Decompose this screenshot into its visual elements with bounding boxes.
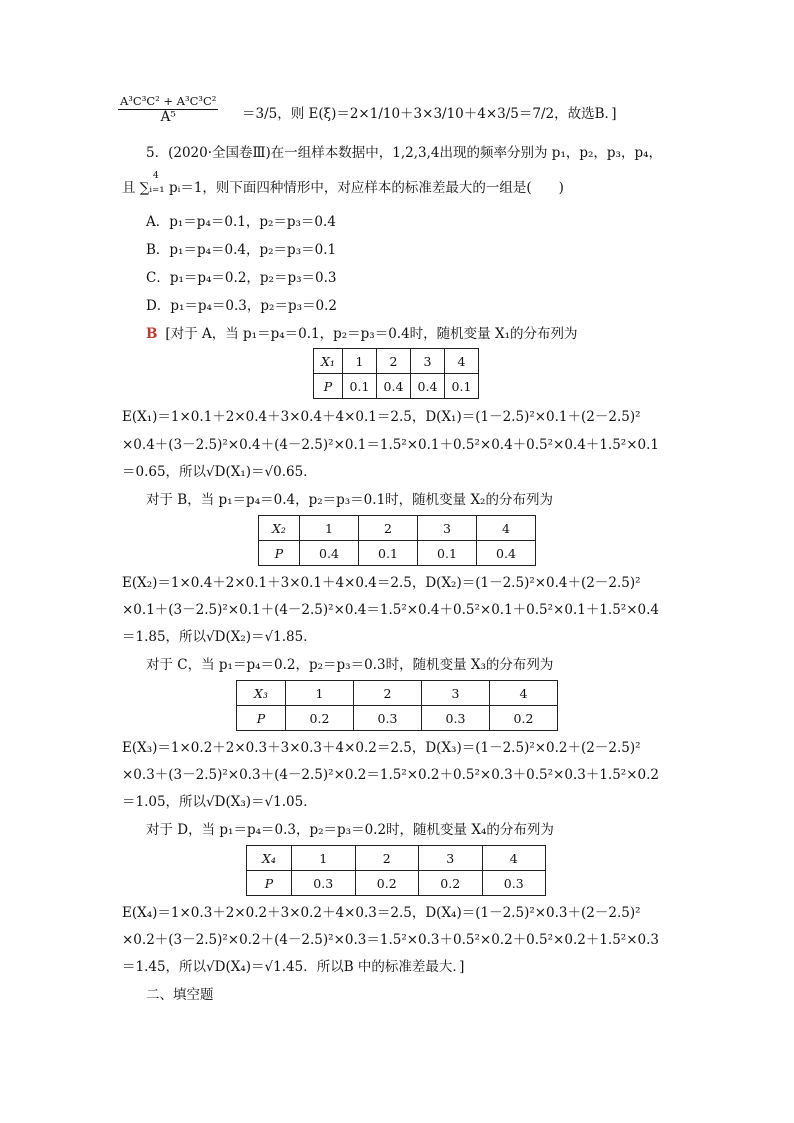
distribution-table-a: [313, 348, 479, 399]
table-cell: P: [314, 374, 343, 399]
calc-c-line1: E(X₃)＝1×0.2＋2×0.3＋3×0.3＋4×0.2＝2.5，D(X₃)＝(1－2.5)²×0.2＋(2－2.5)²: [122, 740, 641, 756]
table-cell: 2: [355, 846, 419, 871]
top-fraction: [118, 94, 218, 125]
table-cell: 0.4: [477, 541, 536, 566]
table-cell: 0.4: [300, 541, 359, 566]
table-cell: 0.3: [292, 871, 356, 896]
table-cell: 0.3: [422, 706, 490, 731]
table-cell: 0.1: [418, 541, 477, 566]
calc-a-line2: ×0.4＋(3－2.5)²×0.4＋(4－2.5)²×0.1＝1.5²×0.1＋0.5²×0.4＋0.5²×0.4＋1.5²×0.1: [122, 437, 660, 453]
q5-stem-line1: 5．(2020·全国卷Ⅲ)在一组样本数据中，1,2,3,4出现的频率分别为 p₁，p₂，p₃，p₄，: [146, 145, 663, 161]
option-b: B．p₁＝p₄＝0.4，p₂＝p₃＝0.1: [146, 242, 337, 258]
table-cell: 0.2: [355, 871, 419, 896]
table-cell: 2: [354, 681, 422, 706]
answer-intro-a-text: [对于 A，当 p₁＝p₄＝0.1，p₂＝p₃＝0.4时，随机变量 X₁的分布列为: [165, 326, 578, 342]
q5-stem-line2: [122, 171, 564, 198]
table-cell: 0.2: [286, 706, 354, 731]
table-cell: 0.1: [445, 374, 479, 399]
calc-d-line2: ×0.2＋(3－2.5)²×0.2＋(4－2.5)²×0.3＝1.5²×0.3＋0.5²×0.2＋0.5²×0.2＋1.5²×0.3: [122, 932, 660, 948]
distribution-table-d: [246, 845, 546, 896]
table-cell: 0.3: [354, 706, 422, 731]
top-fraction-numerator: A³C³C² + A³C³C²: [120, 94, 217, 108]
table-cell: 3: [419, 846, 483, 871]
table-cell: 3: [418, 516, 477, 541]
table-cell: 0.1: [359, 541, 418, 566]
table-cell: 0.4: [411, 374, 445, 399]
table-cell: 4: [445, 349, 479, 374]
table-cell: 0.3: [482, 871, 546, 896]
top-line-rest: ＝3/5，则 E(ξ)＝2×1/10＋3×3/10＋4×3/5＝7/2，故选B．]: [242, 106, 617, 122]
calc-c-line3: ＝1.05，所以√D(X₃)＝√1.05．: [122, 794, 317, 810]
calc-a-line1: E(X₁)＝1×0.1＋2×0.4＋3×0.4＋4×0.1＝2.5，D(X₁)＝(1－2.5)²×0.1＋(2－2.5)²: [122, 409, 641, 425]
table-row: [237, 681, 558, 706]
table-cell: 4: [477, 516, 536, 541]
table-cell: P: [237, 706, 286, 731]
sigma-upper-limit: 4: [153, 171, 159, 181]
calc-c-line2: ×0.3＋(3－2.5)²×0.3＋(4－2.5)²×0.2＝1.5²×0.2＋0.5²×0.3＋0.5²×0.3＋1.5²×0.2: [122, 767, 660, 783]
distribution-table-c: [236, 680, 558, 731]
table-cell: 1: [292, 846, 356, 871]
table-cell: 3: [422, 681, 490, 706]
table-cell: 0.4: [377, 374, 411, 399]
calc-b-line1: E(X₂)＝1×0.4＋2×0.1＋3×0.1＋4×0.4＝2.5，D(X₂)＝(1－2.5)²×0.4＋(2－2.5)²: [122, 575, 641, 591]
table-cell: 3: [411, 349, 445, 374]
table-row: [247, 846, 546, 871]
table-row: [237, 706, 558, 731]
table-cell: P: [247, 871, 292, 896]
table-cell: 0.2: [419, 871, 483, 896]
table-cell: X₁: [314, 349, 343, 374]
table-row: [259, 541, 536, 566]
answer-intro-c: 对于 C，当 p₁＝p₄＝0.2，p₂＝p₃＝0.3时，随机变量 X₃的分布列为: [146, 657, 554, 673]
table-cell: 0.1: [343, 374, 377, 399]
answer-letter: B: [146, 326, 158, 342]
table-cell: 1: [286, 681, 354, 706]
distribution-table-b: [258, 515, 536, 566]
table-cell: 1: [343, 349, 377, 374]
answer-intro-b: 对于 B，当 p₁＝p₄＝0.4，p₂＝p₃＝0.1时，随机变量 X₂的分布列为: [146, 492, 553, 508]
calc-d-line3: ＝1.45，所以√D(X₄)＝√1.45．所以B 中的标准差最大．]: [122, 959, 465, 975]
top-fraction-denominator: A⁵: [160, 109, 176, 125]
table-cell: X₂: [259, 516, 300, 541]
table-cell: 4: [482, 846, 546, 871]
table-row: [259, 516, 536, 541]
option-a: A．p₁＝p₄＝0.1，p₂＝p₃＝0.4: [146, 214, 336, 230]
table-cell: X₄: [247, 846, 292, 871]
calc-b-line2: ×0.1＋(3－2.5)²×0.1＋(4－2.5)²×0.4＝1.5²×0.4＋0.5²×0.1＋0.5²×0.1＋1.5²×0.4: [122, 602, 660, 618]
table-cell: 2: [359, 516, 418, 541]
answer-intro-a: [146, 324, 578, 344]
calc-b-line3: ＝1.85，所以√D(X₂)＝√1.85．: [122, 629, 317, 645]
table-row: [314, 349, 479, 374]
option-c: C．p₁＝p₄＝0.2，p₂＝p₃＝0.3: [146, 270, 337, 286]
table-cell: 2: [377, 349, 411, 374]
calc-d-line1: E(X₄)＝1×0.3＋2×0.2＋3×0.2＋4×0.3＝2.5，D(X₄)＝(1－2.5)²×0.3＋(2－2.5)²: [122, 905, 641, 921]
table-cell: 1: [300, 516, 359, 541]
q5-stem-line2-text: 且 ∑ᵢ₌₁ pᵢ＝1，则下面四种情形中，对应样本的标准差最大的一组是( ): [122, 180, 564, 196]
answer-intro-d: 对于 D，当 p₁＝p₄＝0.3，p₂＝p₃＝0.2时，随机变量 X₄的分布列为: [146, 822, 554, 838]
table-cell: 4: [490, 681, 558, 706]
table-cell: X₃: [237, 681, 286, 706]
calc-a-line3: ＝0.65，所以√D(X₁)＝√0.65．: [122, 464, 317, 480]
table-cell: 0.2: [490, 706, 558, 731]
table-row: [314, 374, 479, 399]
table-row: [247, 871, 546, 896]
table-cell: P: [259, 541, 300, 566]
option-d: D．p₁＝p₄＝0.3，p₂＝p₃＝0.2: [146, 298, 337, 314]
section-heading: 二、填空题: [146, 987, 214, 1003]
